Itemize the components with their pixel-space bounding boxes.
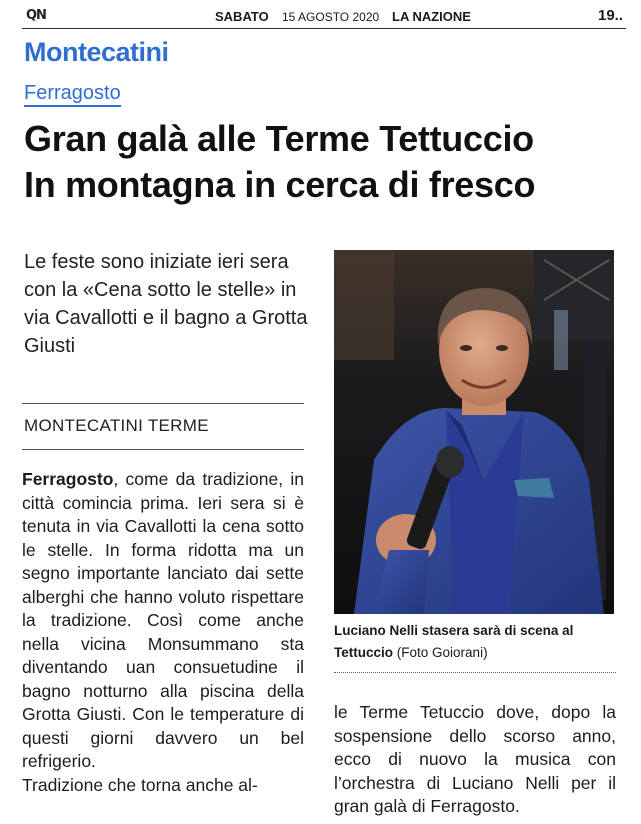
dateline-bottom-rule xyxy=(22,449,304,450)
dateline-top-rule xyxy=(22,403,304,404)
article-text: , come da tradizione, in città comincia prima. Ieri sera si è tenuta in via Cavallotti la cena sotto le stelle. In forma ridotta ma un segno importante lanciato dai sette alberghi che hanno voluto rispettare la tradizione. Così come anche nella vicina Monsummano sta diventando uan consuetudine il bagno notturno alla piscina della Grotta Giusti. Con le temperature di questi giorni davvero un bel refrigerio. xyxy=(22,469,304,771)
article-paragraph-2: Tradizione che torna anche al- xyxy=(22,774,258,795)
caption-divider xyxy=(334,672,616,674)
headline-line-2: In montagna in cerca di fresco xyxy=(24,164,536,205)
headline-line-1: Gran galà alle Terme Tettuccio xyxy=(24,118,534,159)
article-body-column-2: le Terme Tetuccio dove, dopo la sospensione dello scorso anno, ecco di nuovo la musica con l’orchestra di Luciano Nelli per il gran galà di Ferragosto. xyxy=(334,702,616,816)
article-paragraph xyxy=(22,468,304,774)
section-title: Montecatini xyxy=(24,37,169,67)
newspaper-logo: QN xyxy=(26,8,46,23)
page-number: 19.. xyxy=(598,7,624,24)
photo-caption xyxy=(334,620,619,664)
header-divider xyxy=(22,28,626,29)
article-body-column-1 xyxy=(22,468,304,797)
headline xyxy=(24,116,629,208)
kicker: Ferragosto xyxy=(24,82,121,107)
singer-photo-illustration xyxy=(334,250,614,614)
header-newspaper: LA NAZIONE xyxy=(392,9,471,24)
header-day: SABATO xyxy=(215,9,269,24)
photo-caption-text: Luciano Nelli stasera sarà di scena al Tettuccio xyxy=(334,623,574,660)
article-lead-word: Ferragosto xyxy=(22,469,114,489)
summary: Le feste sono iniziate ieri sera con la «Cena sotto le stelle» in via Cavallotti e il bagno a Grotta Giusti xyxy=(24,251,308,357)
article-photo xyxy=(334,250,614,614)
header-date: 15 AGOSTO 2020 xyxy=(282,10,380,24)
photo-credit: (Foto Goiorani) xyxy=(396,645,488,660)
dateline: MONTECATINI TERME xyxy=(24,416,209,435)
